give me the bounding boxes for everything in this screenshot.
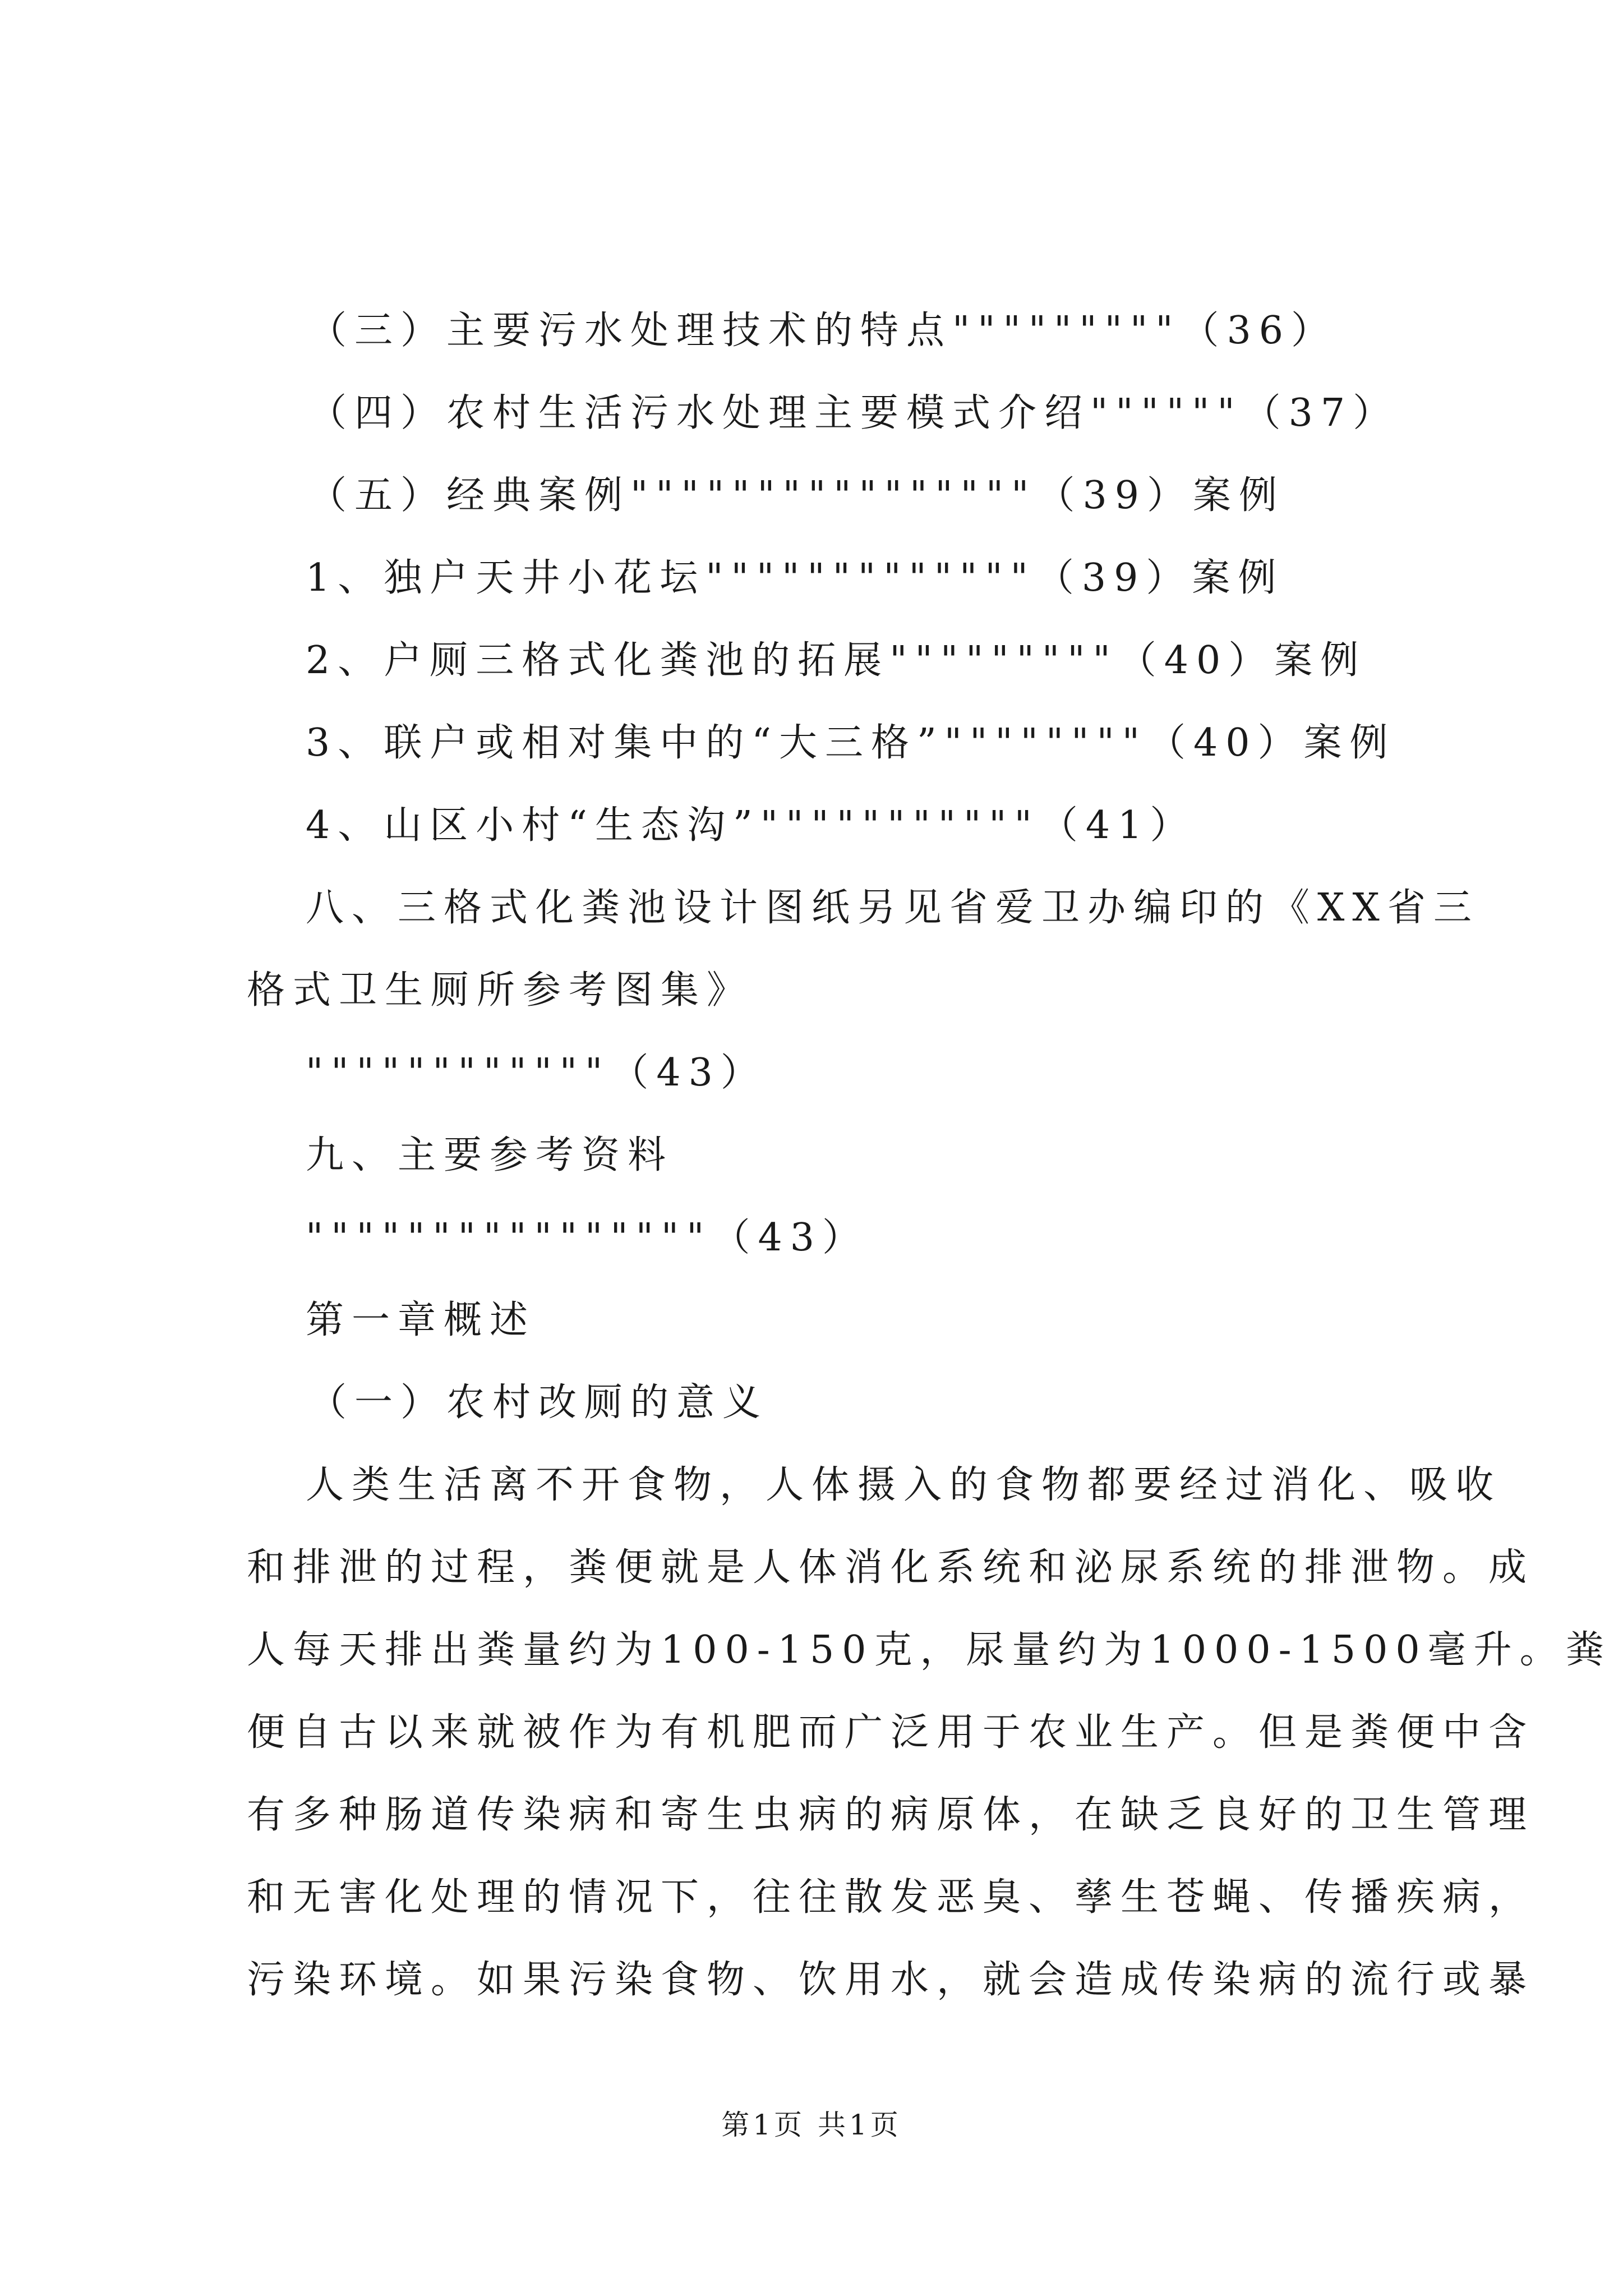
toc-section-8-line2: 格式卫生厕所参考图集》: [247, 968, 753, 1013]
toc-item-3: （三）主要污水处理技术的特点"""""""""（36）: [308, 309, 1338, 353]
toc-item-4: （四）农村生活污水处理主要模式介绍""""""（37）: [308, 391, 1399, 435]
toc-section-8-line1: 八、三格式化粪池设计图纸另见省爱卫办编印的《XX省三: [306, 886, 1479, 930]
toc-item-5: （五）经典案例""""""""""""""""（39）案例: [308, 473, 1285, 518]
paragraph-line-3: 人每天排出粪量约为100-150克，尿量约为1000-1500毫升。粪: [247, 1628, 1612, 1672]
section-title: （一）农村改厕的意义: [308, 1381, 769, 1425]
paragraph-line-7: 污染环境。如果污染食物、饮用水，就会造成传染病的流行或暴: [247, 1958, 1535, 2002]
paragraph-line-5: 有多种肠道传染病和寄生虫病的病原体，在缺乏良好的卫生管理: [247, 1793, 1535, 1837]
paragraph-line-2: 和排泄的过程，粪便就是人体消化系统和泌尿系统的排泄物。成: [247, 1545, 1535, 1590]
toc-section-9-line2: """"""""""""""""（43）: [306, 1216, 868, 1260]
page-footer: 第1页 共1页: [721, 2109, 902, 2141]
toc-section-8-line3: """"""""""""（43）: [306, 1051, 767, 1095]
chapter-title: 第一章概述: [306, 1298, 536, 1342]
paragraph-line-4: 便自古以来就被作为有机肥而广泛用于农业生产。但是粪便中含: [247, 1710, 1535, 1755]
paragraph-line-1: 人类生活离不开食物，人体摄入的食物都要经过消化、吸收: [306, 1463, 1502, 1507]
paragraph-line-6: 和无害化处理的情况下，往往散发恶臭、孳生苍蝇、传播疾病，: [247, 1875, 1535, 1920]
toc-section-9-line1: 九、主要参考资料: [306, 1133, 674, 1177]
toc-case-1: 1、独户天井小花坛"""""""""""""（39）案例: [306, 556, 1284, 600]
toc-case-3: 3、联户或相对集中的“大三格”""""""""（40）案例: [306, 721, 1396, 765]
toc-case-2: 2、户厕三格式化粪池的拓展"""""""""（40）案例: [306, 638, 1367, 683]
toc-case-4: 4、山区小村“生态沟”"""""""""""（41）: [306, 803, 1196, 848]
